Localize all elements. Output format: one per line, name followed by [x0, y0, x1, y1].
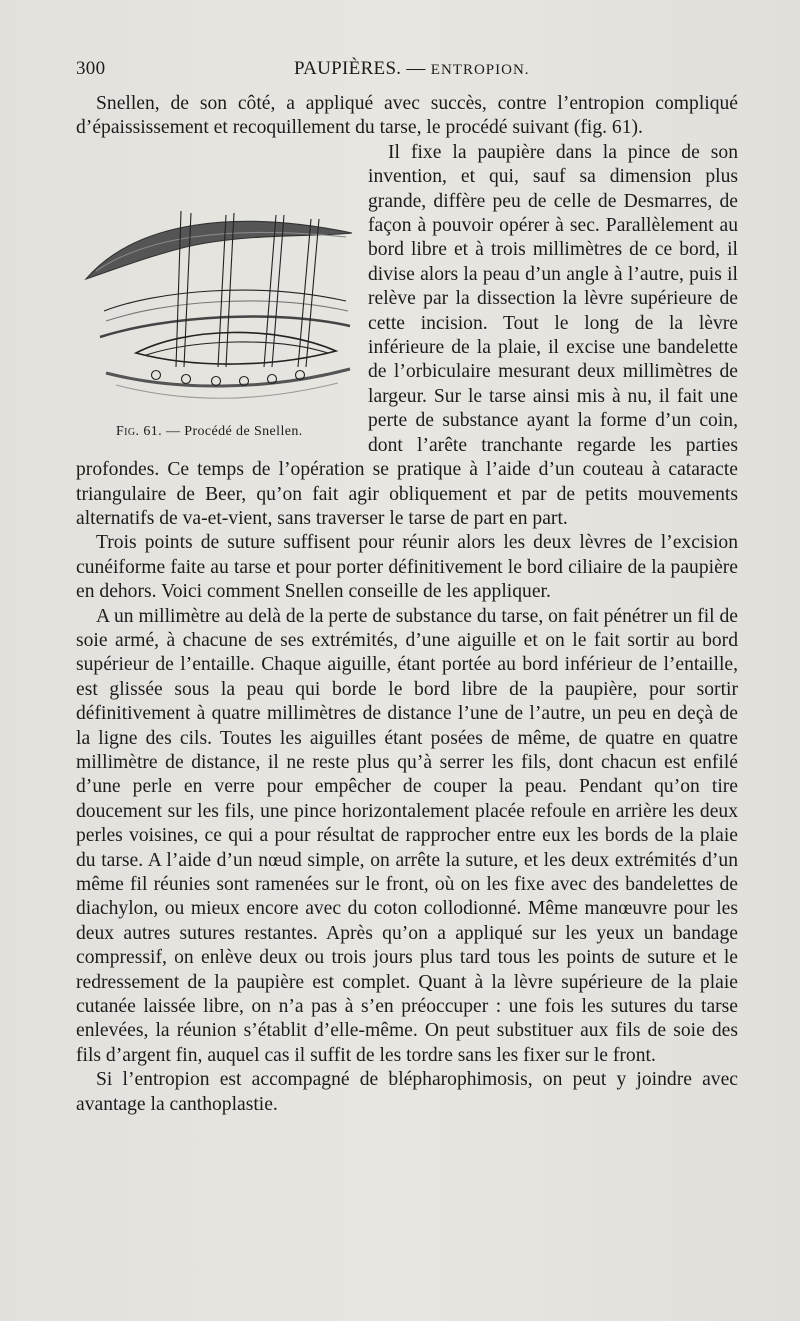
page-number: 300	[76, 58, 106, 79]
paragraph-5: Si l’entropion est accompagné de blépharophimosis, on peut y joindre avec avantage la canthoplastie.	[76, 1069, 738, 1115]
running-header	[76, 58, 738, 86]
paragraph-4: A un millimètre au delà de la perte de substance du tarse, on fait pénétrer un fil de soie armé, à chacune de ses extrémités, d’une aiguille et on le fait sortir au bord supérieur de l’entaille. Chaque aiguille, étant portée au bord inférieur de l’entaille, est glissée sous la peau qui borde le bord libre de la paupière, pour sortir définitivement à quatre millimètres de distance l’une de l’autre, un peu en deçà de la ligne des cils. Toutes les aiguilles étant posées de même, de quatre en quatre millimètre de distance, il ne reste plus qu’à serrer les fils, dont chacun est enfilé d’une perle en verre pour empêcher de couper la peau. Pendant qu’on tire doucement sur les fils, une pince horizontalement placée refoule en arrière les deux perles voisines, ce qui a pour résultat de rapprocher entre eux les bords de la plaie du tarse. A l’aide d’un nœud simple, on arrête la suture, et les deux extrémités d’un même fil réunies sont ramenées sur le front, où on les fixe avec des bandelettes de diachylon, ou mieux encore avec du coton collodionné. Même manœuvre pour les deux autres sutures restantes. Après qu’on a appliqué sur les yeux un bandage compressif, on enlève deux ou trois jours plus tard tous les points de suture et le redressement de la paupière est complet. Quant à la lèvre supérieure de la plaie cutanée laissée libre, on n’a pas à s’en préoccuper : une fois les sutures du tarse enlevées, la réunion s’établit d’elle-même. On peut substituer aux fils de soie des fils d’argent fin, auquel cas il suffit de les tordre sans les fixer sur le front.	[76, 605, 739, 1066]
figure-caption	[116, 420, 303, 444]
eyelid-illustration	[76, 141, 360, 419]
figure-label: Fig. 61.	[116, 423, 163, 439]
running-title: PAUPIÈRES. —	[294, 58, 426, 79]
paragraph-2: Il fixe la paupière dans la pince de son invention, et qui, sauf sa dimension plus grande, diffère peu de celle de Desmarres, de façon à pouvoir opérer à sec. Parallèlement au bord libre et à trois millimètres de ce bord, il divise alors la peau d’un angle à l’autre, puis il relève par la dissection la lèvre supérieure de cette incision. Tout le long de la lèvre inférieure de la plaie, il excise une bandelette de l’orbiculaire mesurant deux millimètres de largeur. Sur le tarse ainsi mis à nu, il fait une perte de substance ayant la forme d’un coin, dont l’arête tranchante regarde les parties profondes. Ce temps de l’opération se pratique à l’aide d’un couteau à cataracte triangulaire de Beer, qu’on fait agir obliquement et par de petits mouvements alternatifs de va-et-vient, sans traverser le tarse de part en part.	[76, 141, 738, 529]
body-text	[76, 92, 738, 1117]
paragraph-3: Trois points de suture suffisent pour réunir alors les deux lèvres de l’excision cunéiforme faite au tarse et pour porter définitivement le bord ciliaire de la paupière en dehors. Voici comment Snellen conseille de les appliquer.	[76, 532, 738, 603]
figure-61	[76, 141, 360, 441]
figure-caption-text: — Procédé de Snellen.	[165, 423, 303, 439]
paragraph-1: Snellen, de son côté, a appliqué avec succès, contre l’entropion compliqué d’épaississement et recoquillement du tarse, le procédé suivant (fig. 61).	[76, 93, 738, 139]
running-subtitle: ENTROPION.	[430, 62, 530, 78]
